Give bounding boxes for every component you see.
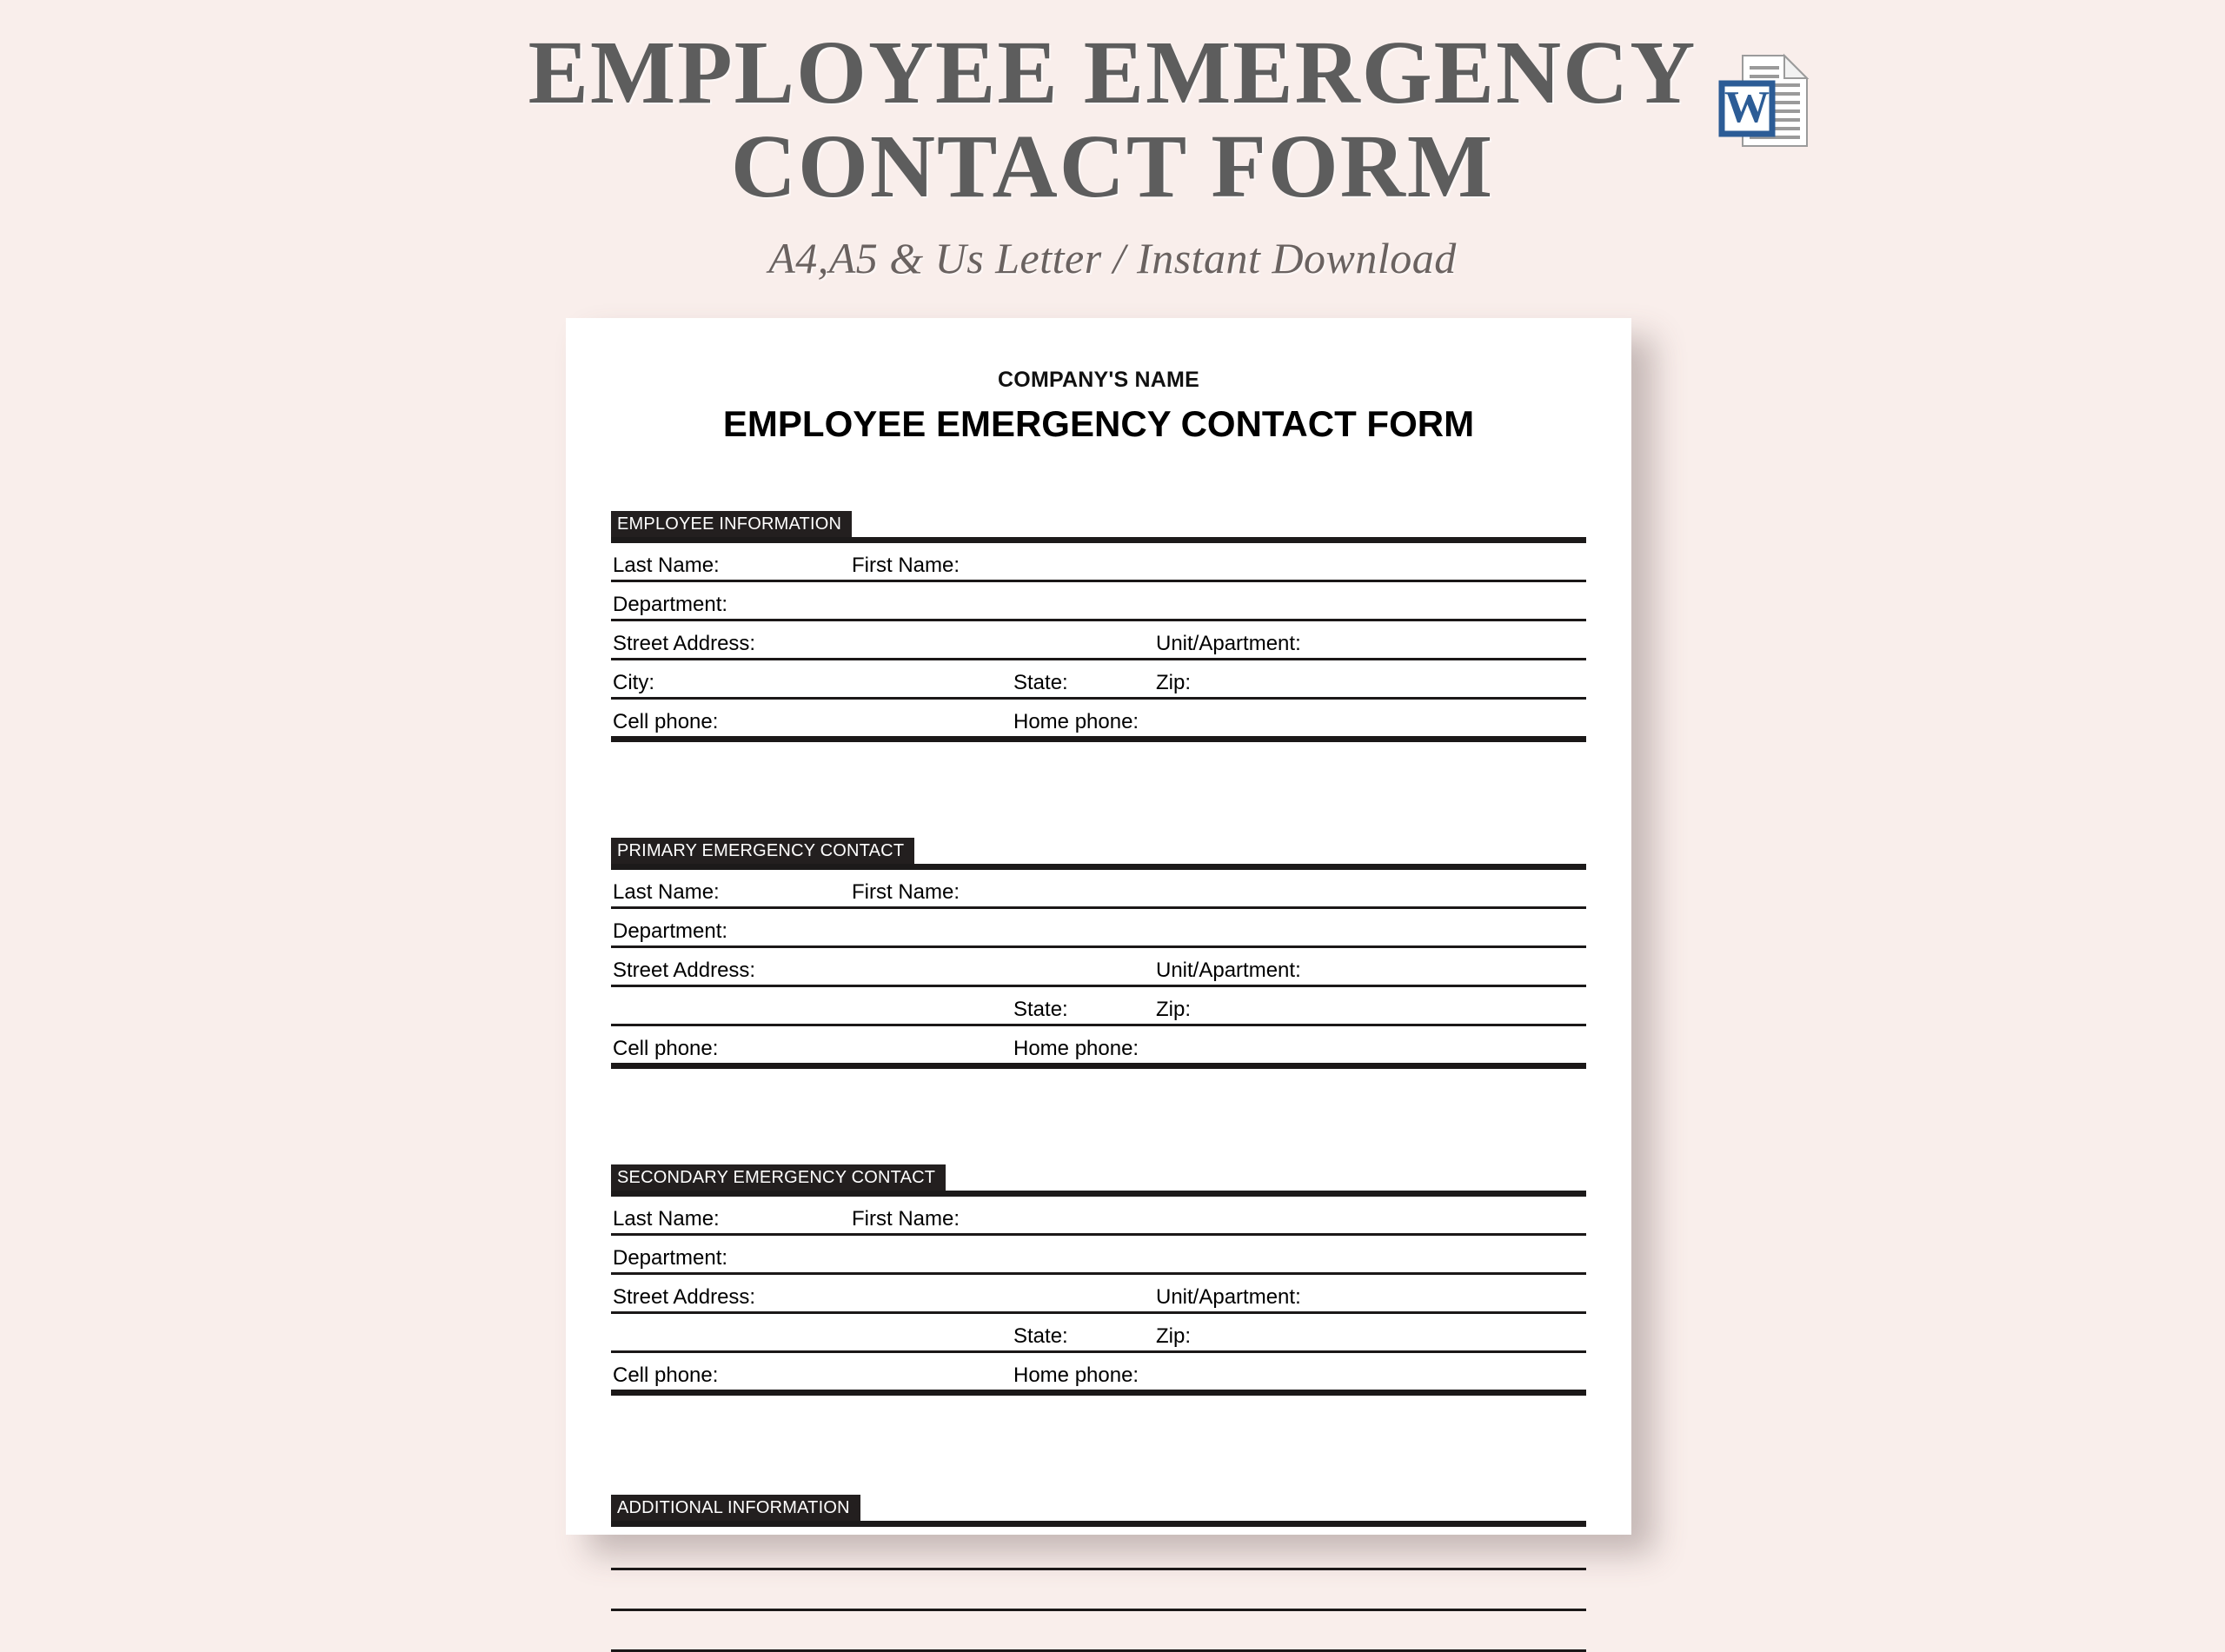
field-label: Cell phone: bbox=[613, 1037, 719, 1060]
field-label: Department: bbox=[613, 1246, 728, 1270]
form-field-row[interactable] bbox=[611, 1236, 1586, 1275]
section-heading-label: EMPLOYEE INFORMATION bbox=[611, 511, 852, 537]
field-label: Department: bbox=[613, 593, 728, 616]
form-field-row[interactable] bbox=[611, 1197, 1586, 1236]
blank-write-line[interactable] bbox=[611, 1527, 1586, 1570]
form-field-row[interactable] bbox=[611, 870, 1586, 909]
form-page bbox=[566, 318, 1631, 1517]
field-label: Unit/Apartment: bbox=[1156, 1285, 1301, 1309]
section-header-bar bbox=[611, 1164, 1586, 1197]
form-content bbox=[611, 318, 1586, 1652]
field-label: Zip: bbox=[1156, 671, 1192, 694]
form-field-row[interactable] bbox=[611, 621, 1586, 660]
form-field-row[interactable] bbox=[611, 543, 1586, 582]
form-field-row[interactable] bbox=[611, 909, 1586, 948]
field-label: Zip: bbox=[1156, 1324, 1192, 1348]
form-field-row[interactable] bbox=[611, 987, 1586, 1026]
field-label: Home phone: bbox=[1013, 1363, 1139, 1387]
blank-write-line[interactable] bbox=[611, 1570, 1586, 1611]
promo-title-block bbox=[0, 23, 2225, 217]
field-label: State: bbox=[1013, 998, 1068, 1021]
blank-write-line[interactable] bbox=[611, 1611, 1586, 1652]
form-section bbox=[611, 1495, 1586, 1652]
field-label: First Name: bbox=[852, 554, 960, 577]
field-label: Zip: bbox=[1156, 998, 1192, 1021]
section-heading-label: ADDITIONAL INFORMATION bbox=[611, 1495, 860, 1521]
section-heading-label: SECONDARY EMERGENCY CONTACT bbox=[611, 1164, 946, 1191]
section-header-bar bbox=[611, 511, 1586, 543]
form-field-row[interactable] bbox=[611, 1026, 1586, 1069]
form-field-row[interactable] bbox=[611, 660, 1586, 700]
field-label: Unit/Apartment: bbox=[1156, 632, 1301, 655]
field-label: Cell phone: bbox=[613, 1363, 719, 1387]
field-label: First Name: bbox=[852, 1207, 960, 1231]
section-header-bar bbox=[611, 838, 1586, 870]
field-label: Street Address: bbox=[613, 632, 756, 655]
form-title: EMPLOYEE EMERGENCY CONTACT FORM bbox=[722, 403, 1475, 444]
field-label: Department: bbox=[613, 919, 728, 943]
svg-text:W: W bbox=[1724, 83, 1770, 132]
company-name: COMPANY'S NAME bbox=[998, 368, 1199, 392]
field-label: City: bbox=[613, 671, 654, 694]
word-document-icon bbox=[1717, 50, 1814, 153]
promo-header bbox=[0, 0, 2225, 283]
form-field-row[interactable] bbox=[611, 1275, 1586, 1314]
form-field-row[interactable] bbox=[611, 1314, 1586, 1353]
form-sections bbox=[611, 511, 1586, 1652]
form-section bbox=[611, 1164, 1586, 1396]
section-header-bar bbox=[611, 1495, 1586, 1527]
field-label: Cell phone: bbox=[613, 710, 719, 733]
field-label: Last Name: bbox=[613, 1207, 720, 1231]
field-label: Last Name: bbox=[613, 880, 720, 904]
field-label: Street Address: bbox=[613, 1285, 756, 1309]
field-label: Unit/Apartment: bbox=[1156, 959, 1301, 982]
promo-title-line-2: CONTACT FORM bbox=[730, 116, 1495, 217]
field-label: First Name: bbox=[852, 880, 960, 904]
promo-title-line-1: EMPLOYEE EMERGENCY bbox=[528, 23, 1697, 123]
form-field-row[interactable] bbox=[611, 1353, 1586, 1396]
form-field-row[interactable] bbox=[611, 948, 1586, 987]
form-section bbox=[611, 511, 1586, 742]
form-section bbox=[611, 838, 1586, 1069]
form-field-row[interactable] bbox=[611, 700, 1586, 742]
section-heading-label: PRIMARY EMERGENCY CONTACT bbox=[611, 838, 914, 864]
field-label: Home phone: bbox=[1013, 710, 1139, 733]
field-label: State: bbox=[1013, 671, 1068, 694]
field-label: State: bbox=[1013, 1324, 1068, 1348]
promo-subtitle: A4,A5 & Us Letter / Instant Download bbox=[768, 234, 1457, 283]
form-field-row[interactable] bbox=[611, 582, 1586, 621]
field-label: Last Name: bbox=[613, 554, 720, 577]
field-label: Home phone: bbox=[1013, 1037, 1139, 1060]
field-label: Street Address: bbox=[613, 959, 756, 982]
